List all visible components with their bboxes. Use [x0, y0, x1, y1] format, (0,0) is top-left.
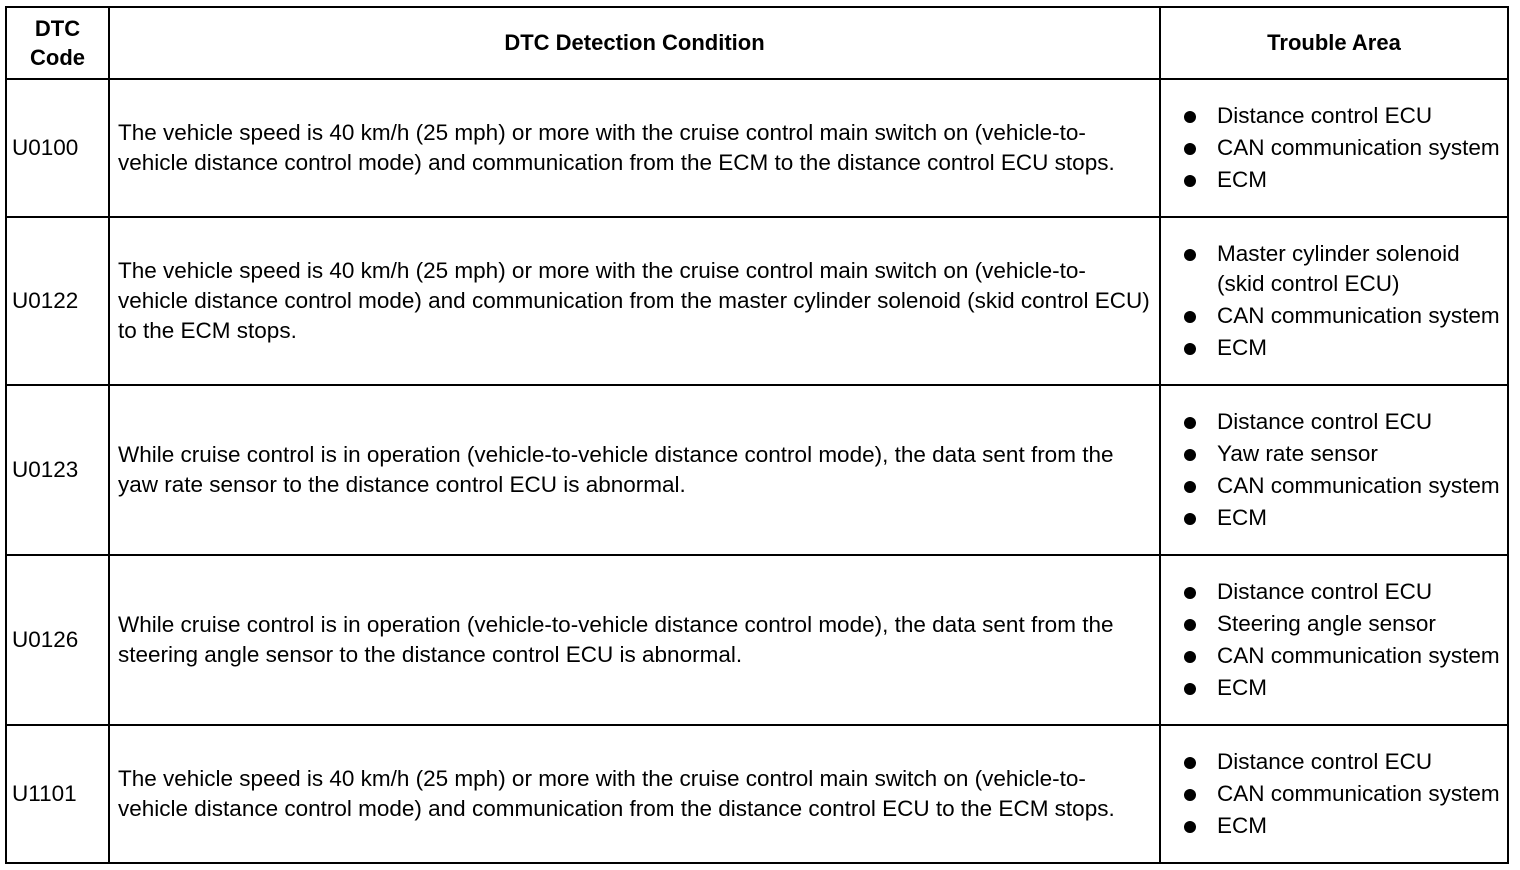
dtc-code-cell: U1101 — [6, 725, 109, 863]
dtc-code-cell: U0100 — [6, 79, 109, 217]
trouble-area-list — [1161, 101, 1501, 195]
trouble-area-list — [1161, 577, 1501, 703]
dtc-code-cell: U0126 — [6, 555, 109, 725]
detection-condition-cell: The vehicle speed is 40 km/h (25 mph) or more with the cruise control main switch on (vehicle-to-vehicle distance control mode) and communication from the ECM to the distance control ECU stops. — [109, 79, 1160, 217]
dtc-code-cell: U0123 — [6, 385, 109, 555]
detection-condition-cell: While cruise control is in operation (vehicle-to-vehicle distance control mode), the data sent from the yaw rate sensor to the distance control ECU is abnormal. — [109, 385, 1160, 555]
header-detection-condition: DTC Detection Condition — [109, 7, 1160, 79]
trouble-area-cell — [1160, 555, 1508, 725]
table-row — [6, 555, 1508, 725]
trouble-area-item: CAN communication system — [1161, 641, 1501, 671]
trouble-area-item: CAN communication system — [1161, 133, 1501, 163]
trouble-area-list — [1161, 747, 1501, 841]
trouble-area-cell — [1160, 217, 1508, 385]
trouble-area-item: ECM — [1161, 811, 1501, 841]
trouble-area-cell — [1160, 385, 1508, 555]
trouble-area-item: ECM — [1161, 503, 1501, 533]
trouble-area-item: Master cylinder solenoid (skid control ECU) — [1161, 239, 1501, 299]
trouble-area-list — [1161, 407, 1501, 533]
trouble-area-item: Yaw rate sensor — [1161, 439, 1501, 469]
trouble-area-item: Distance control ECU — [1161, 407, 1501, 437]
table-row — [6, 217, 1508, 385]
trouble-area-item: ECM — [1161, 673, 1501, 703]
table-row — [6, 79, 1508, 217]
trouble-area-item: Distance control ECU — [1161, 101, 1501, 131]
trouble-area-cell — [1160, 725, 1508, 863]
trouble-area-item: ECM — [1161, 165, 1501, 195]
trouble-area-item: Distance control ECU — [1161, 577, 1501, 607]
dtc-code-cell: U0122 — [6, 217, 109, 385]
trouble-area-item: Distance control ECU — [1161, 747, 1501, 777]
trouble-area-item: ECM — [1161, 333, 1501, 363]
detection-condition-cell: The vehicle speed is 40 km/h (25 mph) or more with the cruise control main switch on (vehicle-to-vehicle distance control mode) and communication from the distance control ECU to the ECM stops. — [109, 725, 1160, 863]
trouble-area-item: CAN communication system — [1161, 301, 1501, 331]
header-dtc-code-line-1: DTC — [34, 16, 81, 41]
header-row — [6, 7, 1508, 79]
header-dtc-code-line-2: Code — [30, 45, 85, 70]
trouble-area-item: Steering angle sensor — [1161, 609, 1501, 639]
trouble-area-item: CAN communication system — [1161, 471, 1501, 501]
table-row — [6, 385, 1508, 555]
trouble-area-cell — [1160, 79, 1508, 217]
table-row — [6, 725, 1508, 863]
trouble-area-item: CAN communication system — [1161, 779, 1501, 809]
detection-condition-cell: The vehicle speed is 40 km/h (25 mph) or more with the cruise control main switch on (vehicle-to-vehicle distance control mode) and communication from the master cylinder solenoid (skid control ECU) to the ECM stops. — [109, 217, 1160, 385]
header-dtc-code — [6, 7, 109, 79]
dtc-table — [5, 6, 1509, 864]
trouble-area-list — [1161, 239, 1501, 363]
detection-condition-cell: While cruise control is in operation (vehicle-to-vehicle distance control mode), the data sent from the steering angle sensor to the distance control ECU is abnormal. — [109, 555, 1160, 725]
header-trouble-area: Trouble Area — [1160, 7, 1508, 79]
